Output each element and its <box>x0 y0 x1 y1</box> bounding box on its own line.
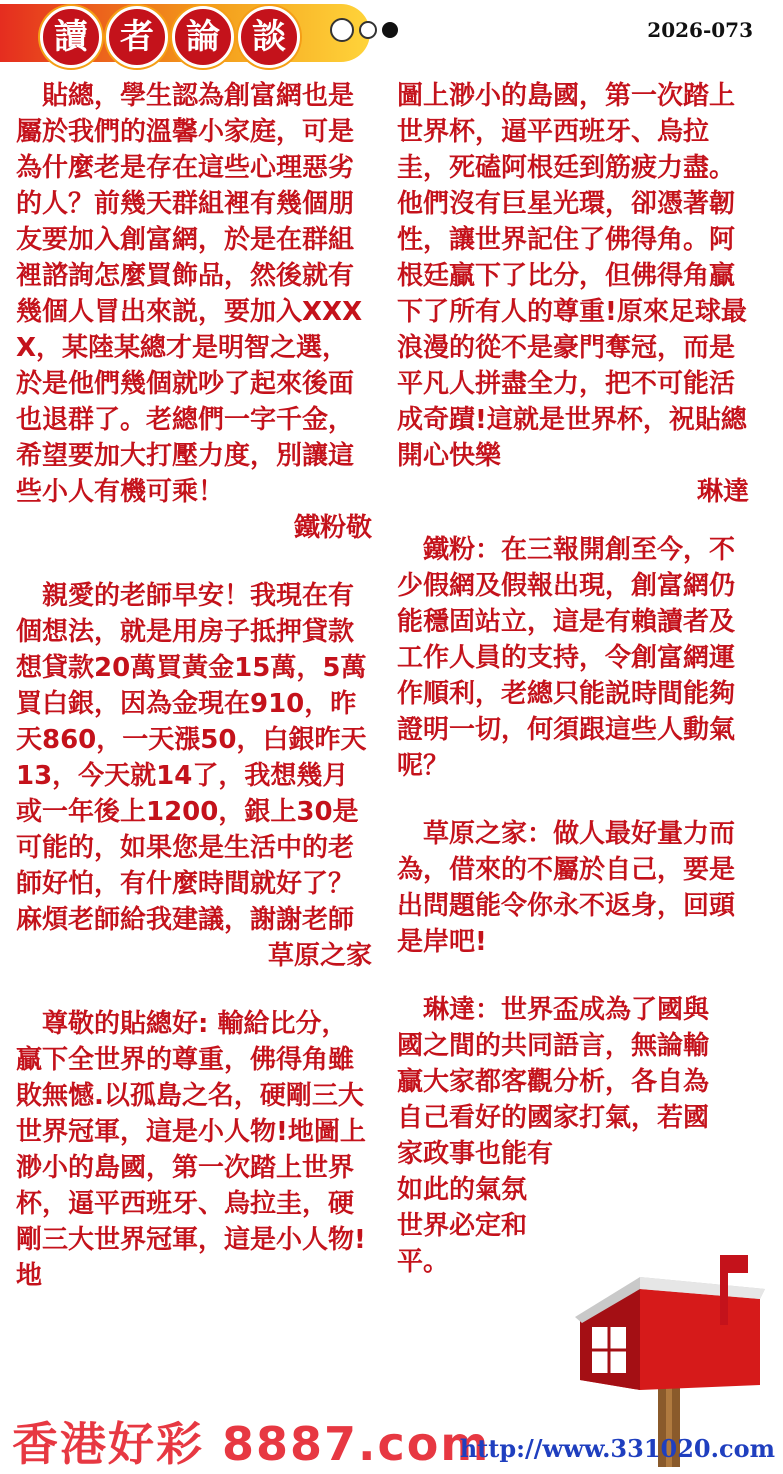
editor-reply <box>397 992 749 1280</box>
reply-line: 如此的氣氛 <box>397 1175 528 1205</box>
column-title <box>40 6 300 68</box>
title-char: 者 <box>106 6 168 68</box>
title-char: 讀 <box>40 6 102 68</box>
reply-line: 平。 <box>397 1247 450 1277</box>
editor-reply <box>397 532 749 784</box>
reply-line: 琳達：世界盃成為了國與 <box>423 995 710 1025</box>
reply-line: 世界必定和 <box>397 1211 528 1241</box>
letter-text: 親愛的老師早安！我現在有個想法，就是用房子抵押貸款想貸款20萬買黃金15萬，5萬買白銀，因為金現在910，昨天860，一天漲50，白銀昨天13，今天就14了，我想幾月或一年後上1200，銀上30是可能的，如果您是生活中的老師好怕，有什麼時間就好了？麻煩老師給我建議，謝謝老師 <box>16 581 367 935</box>
letter-signature: 鐵粉敬 <box>293 513 372 543</box>
left-column <box>16 78 372 1294</box>
reply-line: 自己看好的國家打氣，若國 <box>397 1103 710 1133</box>
issue-number: 2026-073 <box>647 18 753 42</box>
reader-letter <box>16 78 372 510</box>
editor-reply <box>397 816 749 960</box>
reply-line: 家政事也能有 <box>397 1139 554 1169</box>
circle-icon <box>330 18 354 42</box>
letter-signature: 草原之家 <box>267 941 372 971</box>
reader-letter <box>16 1006 372 1294</box>
filled-circle-icon <box>382 22 398 38</box>
right-column <box>397 78 749 1280</box>
letter-text: 尊敬的貼總好: 輸給比分，贏下全世界的尊重，佛得角雖敗無憾.以孤島之名，硬剛三大世界冠軍，這是小人物!地圖上渺小的島國，第一次踏上世界杯，逼平西班牙、烏拉圭，硬剛三大世界冠軍，這是小人物!地 <box>16 1009 366 1291</box>
letter-text: 貼總，學生認為創富網也是屬於我們的溫馨小家庭，可是為什麼老是存在這些心理惡劣的人？前幾天群組裡有幾個朋友要加入創富網，於是在群組裡諮詢怎麼買飾品，然後就有幾個人冒出來説，要加入XXXX，某陸某總才是明智之選，於是他們幾個就吵了起來後面也退群了。老總們一字千金，希望要加大打壓力度，別讓這些小人有機可乘！ <box>16 81 363 507</box>
page-header <box>0 0 783 72</box>
reader-letter <box>16 578 372 938</box>
site-watermark: 香港好彩 8887.com <box>12 1417 491 1471</box>
title-char: 談 <box>238 6 300 68</box>
reply-line: 國之間的共同語言，無論輸 <box>397 1031 710 1061</box>
reply-text: 鐵粉：在三報開創至今，不少假網及假報出現，創富網仍能穩固站立，這是有賴讀者及工作人員的支持，令創富網運作順利，老總只能説時間能夠證明一切，何須跟這些人動氣呢？ <box>397 535 736 781</box>
reply-line: 贏大家都客觀分析，各自為 <box>397 1067 710 1097</box>
site-url[interactable]: http://www.331020.com <box>459 1434 775 1463</box>
title-char: 論 <box>172 6 234 68</box>
decorative-dots <box>330 18 398 42</box>
circle-icon <box>359 21 377 39</box>
letter-continuation: 圖上渺小的島國，第一次踏上世界杯，逼平西班牙、烏拉圭，死磕阿根廷到筋疲力盡。他們沒有巨星光環，卻憑著韌性，讓世界記住了佛得角。阿根廷贏下了比分，但佛得角贏下了所有人的尊重!原來足球最浪漫的從不是豪門奪冠，而是平凡人拼盡全力，把不可能活成奇蹟!這就是世界杯，祝貼總開心快樂 <box>397 81 747 471</box>
letter-signature: 琳達 <box>696 477 749 507</box>
reply-text: 草原之家：做人最好量力而為，借來的不屬於自己，要是出問題能令你永不返身，回頭是岸吧! <box>397 819 736 957</box>
